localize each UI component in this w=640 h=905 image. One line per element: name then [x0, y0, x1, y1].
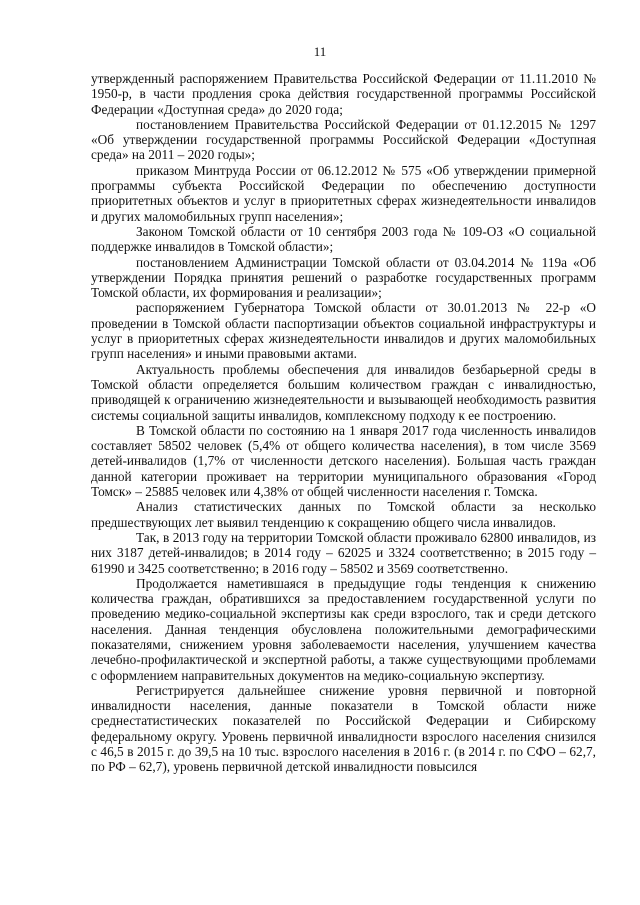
paragraph: приказом Минтруда России от 06.12.2012 № 575 «Об утверждении примерной программы субъекта Российской Федерации по обеспечению доступности приоритетных объектов и услуг в приоритетных сферах жизнедеятельности инвалидов и других маломобильных групп населения»; [91, 162, 596, 224]
paragraph: Так, в 2013 году на территории Томской области проживало 62800 инвалидов, из них 3187 детей-инвалидов; в 2014 году – 62025 и 3324 соответственно; в 2015 году – 61990 и 3425 соответственно; в 2016 году – 58502 и 3569 соответственно. [91, 529, 596, 576]
paragraph: утвержденный распоряжением Правительства Российской Федерации от 11.11.2010 № 1950-р, в части продления срока действия государственной программы Российской Федерации «Доступная среда» до 2020 года; [91, 71, 596, 117]
paragraph: постановлением Правительства Российской Федерации от 01.12.2015 № 1297 «Об утверждении государственной программы Российской Федерации «Доступная среда» на 2011 – 2020 годы»; [91, 116, 596, 163]
paragraph: Актуальность проблемы обеспечения для инвалидов безбарьерной среды в Томской области определяется большим количеством граждан с инвалидностью, приводящей к ограничению жизнедеятельности и вызывающей необходимость развития системы социальной защиты инвалидов, комплексному подходу к ее построению. [91, 361, 596, 423]
paragraph: распоряжением Губернатора Томской области от 30.01.2013 № 22-р «О проведении в Томской области паспортизации объектов социальной инфраструктуры и услуг в приоритетных сферах жизнедеятельности инвалидов и других маломобильных групп населения» и иными правовыми актами. [91, 300, 596, 362]
paragraph: Продолжается наметившаяся в предыдущие годы тенденция к снижению количества граждан, обратившихся за предоставлением государственной услуги по проведению медико-социальной экспертизы как среди взрослого, так и среди детского населения. Данная тенденция обусловлена положительными демографическими показателями, снижением уровня заболеваемости населения, улучшением качества лечебно-профилактической и экспертной работы, а также существующими проблемами с оформлением направительных документов на медико-социальную экспертизу. [91, 575, 596, 683]
paragraph: Анализ статистических данных по Томской области за несколько предшествующих лет выявил тенденцию к сокращению общего числа инвалидов. [91, 499, 596, 530]
paragraph: Регистрируется дальнейшее снижение уровня первичной и повторной инвалидности населения, данные показатели в Томской области ниже среднестатистических показателей по Российской Федерации и Сибирскому федеральному округу. Уровень первичной инвалидности взрослого населения снизился с 46,5 в 2015 г. до 39,5 на 10 тыс. взрослого населения в 2016 г. (в 2014 г. по СФО – 62,7, по РФ – 62,7), уровень первичной детской инвалидности повысился [91, 682, 596, 775]
document-body [91, 71, 596, 775]
paragraph: Законом Томской области от 10 сентября 2003 года № 109-ОЗ «О социальной поддержке инвалидов в Томской области»; [91, 223, 596, 255]
paragraph: В Томской области по состоянию на 1 января 2017 года численность инвалидов составляет 58502 человек (5,4% от общего количества населения), в том числе 3569 детей-инвалидов (1,7% от численности детского населения). Большая часть граждан данной категории проживает на территории муниципального образования «Город Томск» – 25885 человек или 4,38% от общей численности населения г. Томска. [91, 422, 596, 500]
paragraph: постановлением Администрации Томской области от 03.04.2014 № 119а «Об утверждении Порядка принятия решений о разработке государственных программ Томской области, их формирования и реализации»; [91, 254, 596, 301]
page-number: 11 [313, 44, 327, 59]
